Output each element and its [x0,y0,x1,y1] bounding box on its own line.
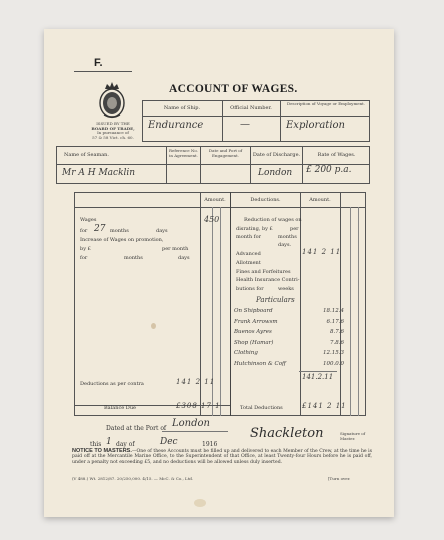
balance-due-value: £308 17 1 [176,402,221,410]
seaman-name-value: Mr A H Macklin [62,168,136,178]
voyage-label: Description of Voyage or Employment. [286,101,366,106]
amount-header: Amount. [204,197,226,203]
for-label: for [80,228,88,234]
by-label: by £ [80,246,91,252]
days2-label: days [178,255,190,261]
per-label: per [290,226,299,232]
wage-account-form [44,29,394,517]
this-label: this [90,441,102,448]
deductions-contra-label: Deductions as per contra [80,381,144,387]
particulars-heading: Particulars [256,296,295,304]
turn-over: [Turn over. [328,476,351,481]
balance-due-label: Balance Due [104,405,136,411]
deduction-days-label: days. [278,242,292,248]
stain-mark [194,499,206,507]
list-item: Frank Arrowsm 6.17.6 [234,318,344,325]
wages-label: Wages [80,217,97,223]
list-item: Buenos Ayres 8.7.6 [234,329,344,335]
deductions-contra-value: 141 2 11 [176,378,216,386]
months2-label: months [124,255,143,261]
health-label-2: butions for [236,286,264,292]
total-deductions-label: Total Deductions [240,405,283,411]
stain-mark [151,323,156,329]
day-value: 1 [106,437,112,447]
rate-label: Rate of Wages. [317,152,356,158]
month-for-label: month for [236,234,262,240]
notice-text: —One of these Accounts must be filled up and delivered to each Member of the Crew, at the time he is paid off at the Mercantile Marine Office, to the Superintendent of that Office, at least Twenty-four Hours before he is paid off, under a penalty not exceeding £5, and no deductions will be allowed unless duly inserted. [72,449,372,465]
ship-name-label: Name of Ship. [163,105,201,111]
reduction-label-2: disrating, by £ [236,226,273,232]
form-title: ACCOUNT OF WAGES. [169,83,298,95]
form-letter: F. [94,57,103,69]
ship-name-value: Endurance [148,120,204,131]
particulars-total: 141.2.11 [302,373,334,381]
list-item: Clothing 12.15.3 [234,350,344,356]
for2-label: for [80,255,88,261]
year-value: 1916 [202,441,218,448]
voyage-value: Exploration [286,120,345,131]
dated-label: Dated at the Port of [106,425,167,432]
increase-label: Increase of Wages on promotion, [80,237,164,243]
allotment-label: Allotment [236,260,261,266]
seaman-name-label: Name of Seaman. [64,152,109,158]
particulars-list [234,308,344,371]
advanced-value: 141 2 11 [302,248,342,256]
notice-block [72,449,372,465]
deductions-header: Deductions. [250,197,281,203]
wages-value: 450 [204,215,220,224]
months-value: 27 [94,224,106,234]
list-item: On Shipboard 18.12.4 [234,308,344,314]
reference-label: Reference No. in Agreement. [168,148,199,158]
day-of-label: day of [116,441,135,448]
health-label-1: Health Insurance Contri- [236,277,300,283]
official-number-label: Official Number. [230,105,272,111]
deduction-months-label: months [278,234,297,240]
reduction-label-1: Reduction of wages on [244,217,302,223]
advanced-label: Advanced [236,251,261,257]
per-month-label: per month [162,246,189,252]
royal-crest-icon [95,81,129,121]
month-value: Dec [160,437,178,447]
master-signature: Shackleton [250,426,324,441]
discharge-label: Date of Discharge. [252,152,301,158]
weeks-label: weeks [278,286,294,292]
issuer-block: ISSUED BY THE BOARD OF TRADE, In pursuance of 57 & 58 Vict. ch. 60. [91,121,135,140]
signature-note: Signature of Master. [340,431,366,441]
port-value: London [172,418,210,429]
amount-header-2: Amount. [309,197,331,203]
engagement-label: Date and Port of Engagement. [208,148,243,158]
rate-value: £ 200 p.a. [306,165,352,175]
print-code: (V 488.) Wt. 2812/87. 20/250,000. 4/15. — McC. & Co., Ltd. [72,476,194,481]
fines-label: Fines and Forfeitures [236,269,291,275]
list-item: Hutchinson & Coff 100.0.0 [234,360,344,367]
days-label: days [156,228,168,234]
total-deductions-value: £141 2 11 [302,402,347,410]
list-item: Shop (Hamar) 7.8.6 [234,339,344,346]
notice-title: NOTICE TO MASTERS. [72,448,132,454]
discharge-value: London [258,168,293,178]
official-number-value: — [240,119,250,130]
months-label: months [110,228,129,234]
